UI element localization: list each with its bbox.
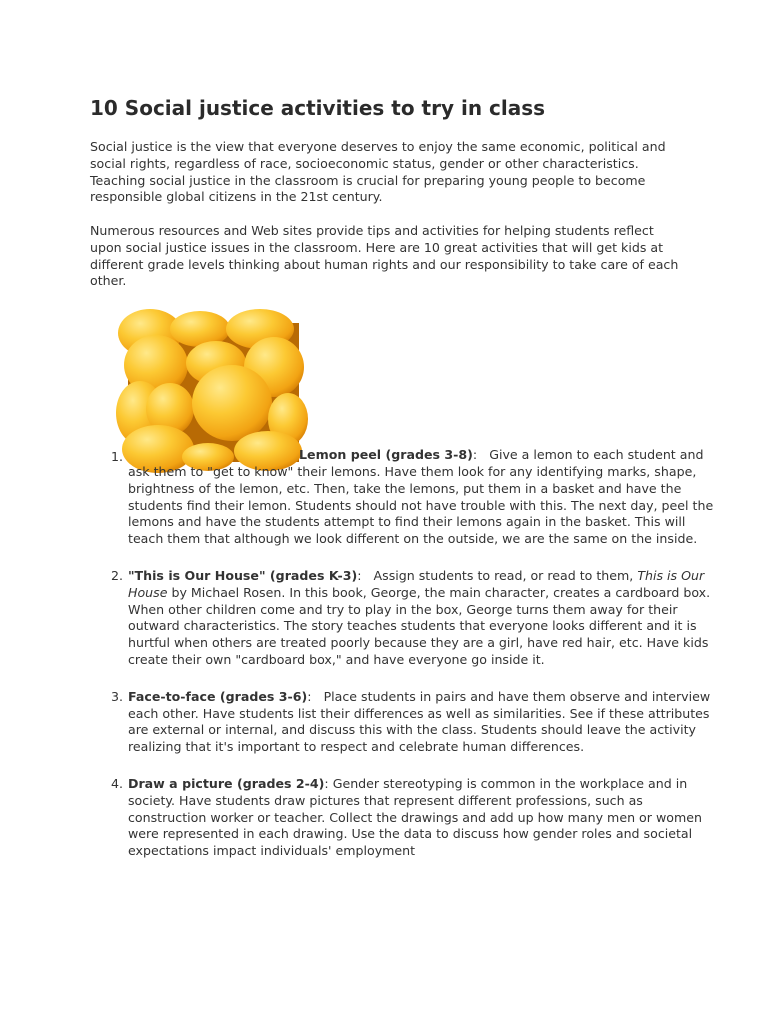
list-number: 4. bbox=[110, 775, 123, 791]
activity-title: Draw a picture (grades 2-4) bbox=[128, 775, 325, 791]
list-item bbox=[110, 688, 718, 756]
activity-body: Assign students to read, or read to them, bbox=[373, 567, 634, 583]
activity-body-continued: by Michael Rosen. In this book, George, the main character, creates a cardboard box. When other children come and try to play in the box, George turns them away for their outward characteristics. The story teaches students that everyone looks different and it is hurtful when others are treated poorly because they are a girl, have red hair, etc. Have kids create their own "cardboard box," and have everyone go inside it. bbox=[128, 584, 711, 667]
activity-body: Give a lemon to each student and ask them to "get to know" their lemons. Have them look for any identifying marks, shape, brightness of the lemon, etc. Then, take the lemons, put them in a basket and have the students find their lemon. Students should not have trouble with this. The next day, peel the lemons and have the students attempt to find their lemons again in the basket. This will teach them that although we look different on the outside, we are the same on the inside. bbox=[128, 447, 714, 547]
activity-separator: : bbox=[357, 567, 362, 583]
lemons-photo-icon bbox=[128, 323, 299, 462]
page-title: 10 Social justice activities to try in class bbox=[90, 96, 546, 120]
list-number: 2. bbox=[110, 567, 123, 583]
activity-separator: : bbox=[472, 447, 478, 463]
activity-body: Place students in pairs and have them observe and interview each other. Have students list their differences as well as similarities. See if these attributes are external or internal, and discuss this with the class. Students should leave the activity realizing that it's important to respect and celebrate human differences. bbox=[128, 688, 711, 755]
activity-separator: : bbox=[324, 775, 329, 791]
list-number: 1. bbox=[110, 449, 123, 464]
activities-list bbox=[90, 323, 718, 880]
intro-paragraph-2: Numerous resources and Web sites provide tips and activities for helping students reflect upon social justice issues in the classroom. Here are 10 great activities that will get kids at different grade levels thinking about human rights and our responsibility to take care of each other. bbox=[90, 223, 679, 289]
list-item bbox=[110, 323, 718, 548]
book-title: This is Our House bbox=[128, 567, 705, 600]
activity-body: Gender stereotyping is common in the workplace and in society. Have students draw pictures that represent different professions, such as construction worker or teacher. Collect the drawings and add up how many men or women were represented in each drawing. Use the data to discuss how gender roles and societal expectations impact individuals' employment bbox=[128, 775, 702, 859]
activity-title: Lemon peel (grades 3-8) bbox=[299, 447, 473, 463]
activity-title: "This is Our House" (grades K-3) bbox=[128, 567, 358, 583]
list-number: 3. bbox=[110, 688, 123, 704]
activity-title: Face-to-face (grades 3-6) bbox=[128, 688, 308, 704]
list-item bbox=[110, 775, 718, 860]
activity-separator: : bbox=[307, 688, 312, 704]
intro-paragraph-1: Social justice is the view that everyone deserves to enjoy the same economic, political and social rights, regardless of race, socioeconomic status, gender or other characteristics. Teaching social justice in the classroom is crucial for preparing young people to become responsible global citizens in the 21st century. bbox=[90, 139, 666, 205]
list-item bbox=[110, 567, 718, 669]
